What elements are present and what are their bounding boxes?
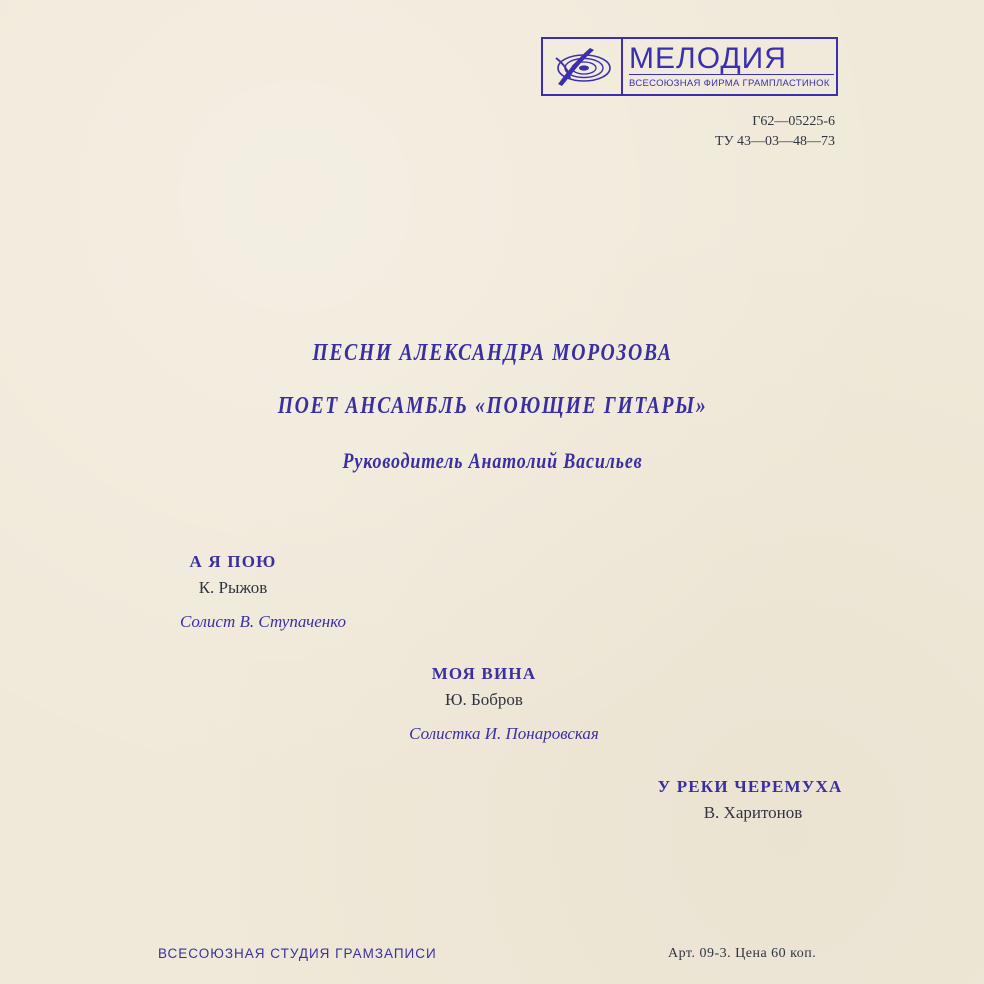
logo-name: МЕЛОДИЯ (629, 44, 834, 75)
track-title: А Я ПОЮ (189, 552, 277, 571)
standard-number: ТУ 43—03—48—73 (715, 134, 835, 149)
performer-line: ПОЕТ АНСАМБЛЬ «ПОЮЩИЕ ГИТАРЫ» (277, 393, 708, 419)
studio-label: ВСЕСОЮЗНАЯ СТУДИЯ ГРАМЗАПИСИ (158, 946, 437, 961)
track-author: Ю. Бобров (445, 690, 523, 709)
melodiya-logo (541, 37, 838, 96)
catalog-number: Г62—05225-6 (752, 114, 835, 129)
director-line: Руководитель Анатолий Васильев (342, 448, 643, 473)
logo-subtitle: ВСЕСОЮЗНАЯ ФИРМА ГРАМПЛАСТИНОК (629, 78, 830, 89)
melodiya-emblem-icon (543, 39, 623, 94)
track-soloist: Солистка И. Понаровская (409, 724, 599, 743)
track-author: К. Рыжов (198, 578, 268, 597)
track-1 (153, 552, 373, 632)
track-soloist: Солист В. Ступаченко (179, 612, 347, 631)
album-title: ПЕСНИ АЛЕКСАНДРА МОРОЗОВА (312, 340, 673, 366)
track-2 (368, 664, 640, 744)
track-3 (640, 777, 860, 823)
track-title: МОЯ ВИНА (431, 664, 537, 683)
catalog-codes (680, 112, 835, 152)
track-title: У РЕКИ ЧЕРЕМУХА (657, 777, 843, 796)
price-label: Арт. 09-3. Цена 60 коп. (668, 946, 817, 961)
track-author: В. Харитонов (703, 803, 803, 822)
